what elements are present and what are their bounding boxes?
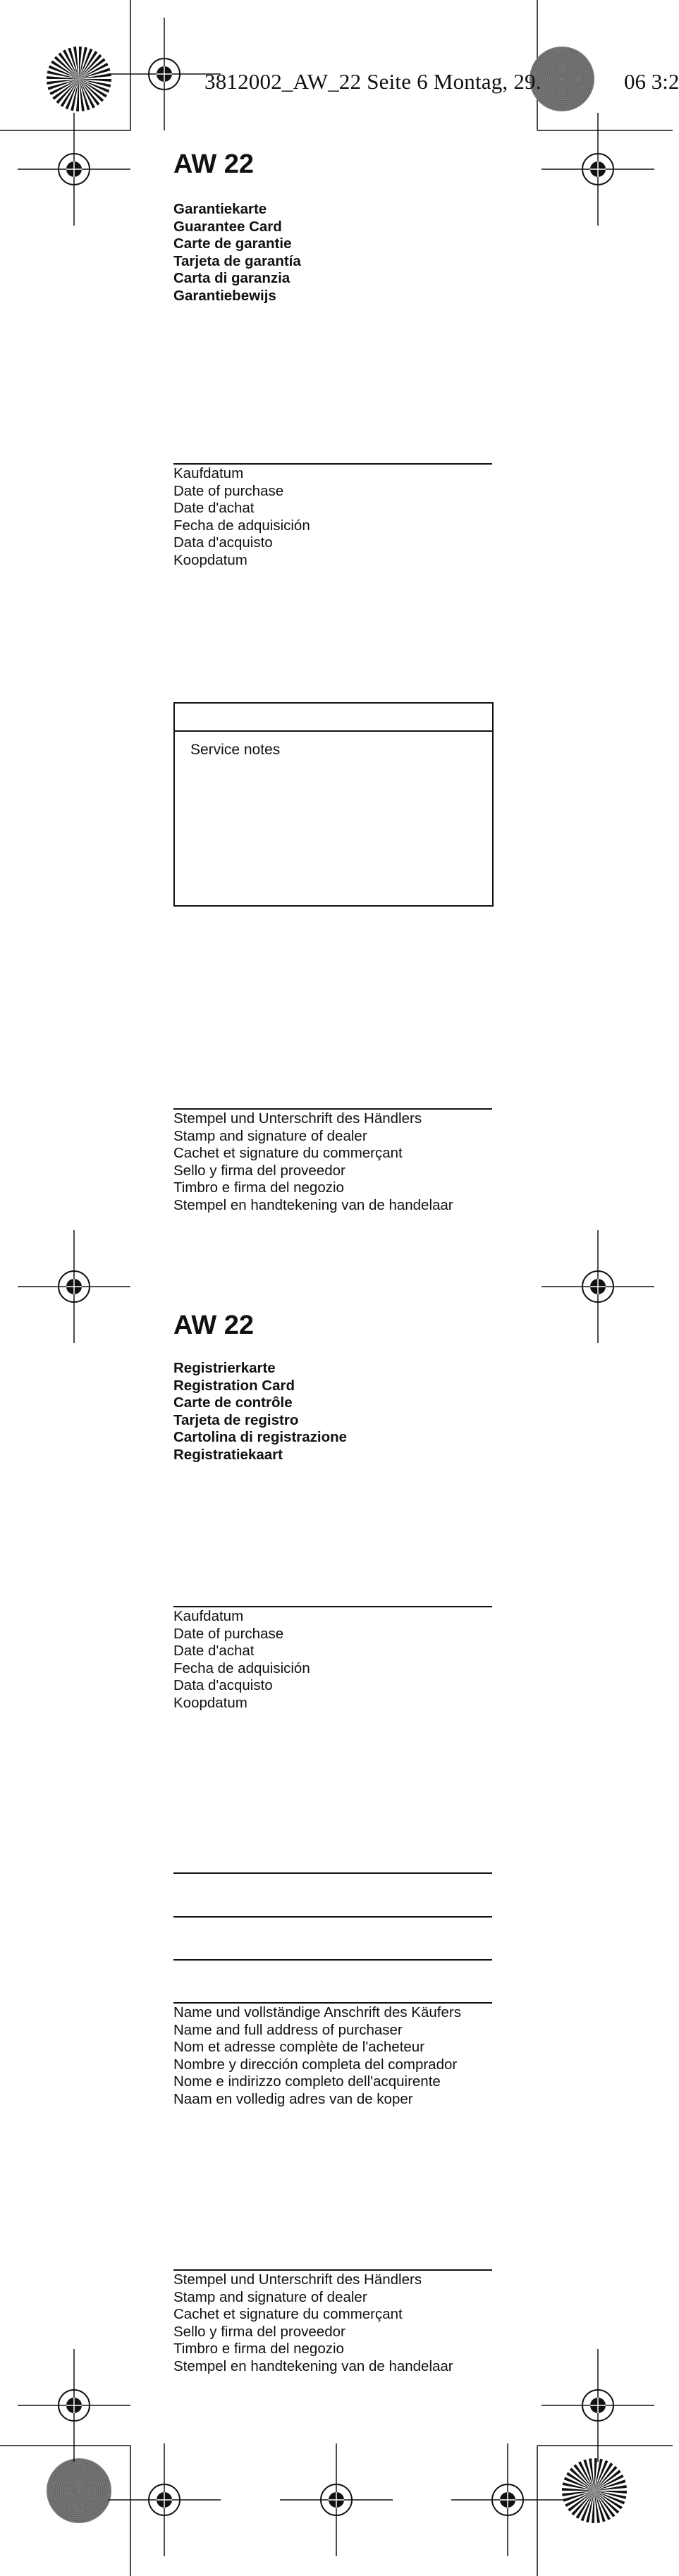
registration-star-top-left: [47, 47, 111, 111]
crosshair-mark: [542, 1230, 654, 1343]
label-line: Nom et adresse complète de l'acheteur: [173, 2039, 425, 2055]
label-line: Timbro e firma del negozio: [173, 2341, 344, 2357]
label-line: Stempel en handtekening van de handelaar: [173, 1196, 453, 1213]
address-line: [173, 2002, 492, 2004]
label-line: Stempel en handtekening van de handelaar: [173, 2357, 453, 2374]
purchase-date-labels: [173, 465, 310, 569]
title-line: Registratiekaart: [173, 1446, 283, 1463]
header-slug: 3812002_AW_22 Seite 6 Montag, 29.: [204, 69, 542, 94]
label-line: Timbro e firma del negozio: [173, 1179, 344, 1196]
title-line: Carte de garantie: [173, 235, 292, 252]
title-line: Carte de contrôle: [173, 1394, 293, 1411]
crosshair-mark: [108, 2443, 221, 2556]
title-line: Tarjeta de registro: [173, 1411, 299, 1428]
label-line: Fecha de adquisición: [173, 517, 310, 534]
service-notes-label: Service notes: [190, 742, 281, 758]
label-line: Fecha de adquisición: [173, 1660, 310, 1676]
title-line: Cartolina di registrazione: [173, 1429, 348, 1445]
purchase-date-labels: [173, 1608, 310, 1712]
service-notes-box: [173, 702, 494, 907]
address-line: [173, 1959, 492, 1961]
title-line: Garantiebewijs: [173, 287, 276, 304]
crosshair-mark: [542, 113, 654, 226]
dealer-stamp-labels: [173, 1110, 453, 1214]
gray-target-bottom-left: [47, 2458, 111, 2523]
label-line: Data d'acquisto: [173, 534, 273, 551]
label-line: Kaufdatum: [173, 1608, 244, 1624]
label-line: Stamp and signature of dealer: [173, 1127, 367, 1144]
title-line: Tarjeta de garantía: [173, 252, 301, 269]
crosshair-mark: [18, 1230, 130, 1343]
address-line: [173, 1872, 492, 1874]
label-line: Koopdatum: [173, 551, 247, 568]
label-line: Nome e indirizzo completo dell'acquirente: [173, 2073, 441, 2090]
purchase-date-line: [173, 1606, 492, 1607]
title-line: Carta di garanzia: [173, 270, 290, 286]
crosshair-mark: [451, 2443, 564, 2556]
label-line: Date d'achat: [173, 500, 255, 516]
label-line: Data d'acquisto: [173, 1677, 273, 1693]
label-line: Stempel und Unterschrift des Händlers: [173, 2271, 422, 2288]
purchase-date-line: [173, 463, 492, 465]
label-line: Stamp and signature of dealer: [173, 2288, 367, 2305]
address-line: [173, 1916, 492, 1918]
guarantee-model-title: AW 22: [173, 149, 255, 179]
label-line: Naam en volledig adres van de koper: [173, 2090, 413, 2107]
label-line: Name and full address of purchaser: [173, 2021, 403, 2038]
dealer-stamp-line: [173, 2269, 492, 2271]
label-line: Date of purchase: [173, 482, 284, 499]
crosshair-mark: [542, 2349, 654, 2462]
label-line: Kaufdatum: [173, 465, 244, 482]
label-line: Stempel und Unterschrift des Händlers: [173, 1110, 422, 1127]
label-line: Sello y firma del proveedor: [173, 2323, 345, 2340]
registration-model-title: AW 22: [173, 1311, 255, 1340]
registration-card-titles: [173, 1360, 347, 1464]
crosshair-mark: [18, 2349, 130, 2462]
header-date-fragment: 06 3:2: [624, 69, 679, 94]
service-notes-divider: [175, 730, 492, 732]
label-line: Date d'achat: [173, 1643, 255, 1659]
label-line: Cachet et signature du commerçant: [173, 2306, 403, 2322]
purchaser-address-labels: [173, 2004, 461, 2108]
title-line: Registration Card: [173, 1377, 295, 1394]
label-line: Sello y firma del proveedor: [173, 1162, 345, 1179]
label-line: Name und vollständige Anschrift des Käufers: [173, 2004, 461, 2020]
label-line: Cachet et signature du commerçant: [173, 1145, 403, 1161]
label-line: Nombre y dirección completa del comprador: [173, 2056, 458, 2073]
label-line: Koopdatum: [173, 1694, 247, 1711]
crosshair-mark: [108, 18, 221, 130]
title-line: Guarantee Card: [173, 218, 282, 235]
title-line: Garantiekarte: [173, 201, 267, 217]
crosshair-mark: [18, 113, 130, 226]
title-line: Registrierkarte: [173, 1360, 276, 1376]
dealer-stamp-line: [173, 1108, 492, 1110]
guarantee-card-titles: [173, 201, 301, 305]
dealer-stamp-labels: [173, 2271, 453, 2375]
crosshair-mark: [280, 2443, 393, 2556]
registration-star-bottom-right: [562, 2458, 627, 2523]
label-line: Date of purchase: [173, 1625, 284, 1642]
